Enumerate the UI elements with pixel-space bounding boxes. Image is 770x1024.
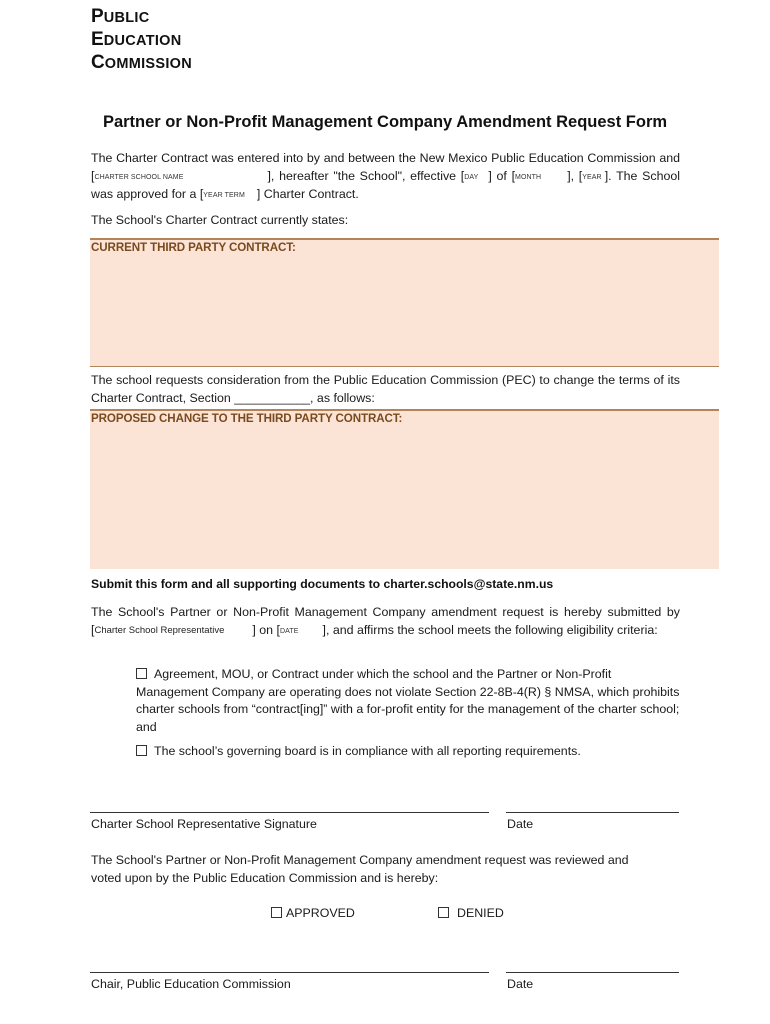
submission-date-field[interactable]: [DATE <box>276 622 299 637</box>
criterion-2-checkbox[interactable] <box>136 745 147 756</box>
representative-signature-line[interactable] <box>90 812 489 813</box>
year-field[interactable]: [YEAR <box>578 168 602 183</box>
representative-date-label: Date <box>507 817 534 831</box>
review-paragraph: The School's Partner or Non-Profit Management Company amendment request was reviewed and voted upon by the Public Education Commission and is hereby: <box>91 853 629 885</box>
criterion-2: The school’s governing board is in compliance with all reporting requirements. <box>136 743 681 761</box>
criterion-1-checkbox[interactable] <box>136 668 147 679</box>
current-contract-label: CURRENT THIRD PARTY CONTRACT: <box>91 241 296 254</box>
chair-date-label: Date <box>507 977 534 991</box>
chair-signature-label: Chair, Public Education Commission <box>91 977 291 991</box>
criterion-1: Agreement, MOU, or Contract under which the school and the Partner or Non-Profit Management Company are operating does not violate Section 22-8B-4(R) § NMSA, which prohibits charter schools from “contract[ing]” with a for-profit entity for the management of the charter school; and <box>136 667 680 734</box>
day-field[interactable]: [DAY <box>460 168 479 183</box>
proposed-change-box[interactable] <box>90 409 719 569</box>
intro-paragraph: The Charter Contract was entered into by and between the New Mexico Public Education Commission and [CHARTER SCHOOL NAME ], hereafter "the School", effective [DAY ] of [MONTH ], [YEAR ]. The School was approved for a [YEAR TERM ] Charter Contract. <box>91 150 680 205</box>
logo-line-public: PUBLIC <box>91 6 150 27</box>
logo-line-commission: COMMISSION <box>91 52 193 73</box>
year-term-field[interactable]: [YEAR TERM <box>199 187 245 201</box>
approved-option[interactable]: APPROVED <box>271 906 355 920</box>
proposed-change-label: PROPOSED CHANGE TO THE THIRD PARTY CONTRACT: <box>91 412 403 425</box>
currently-states-text: The School's Charter Contract currently states: <box>91 213 349 227</box>
current-contract-box[interactable] <box>90 238 719 366</box>
denied-option[interactable]: DENIED <box>438 906 504 920</box>
submit-instructions: Submit this form and all supporting documents to charter.schools@state.nm.us <box>91 577 554 591</box>
current-box-bottom-rule <box>90 366 719 367</box>
school-name-field[interactable]: [CHARTER SCHOOL NAME <box>91 168 184 183</box>
logo-line-education: EDUCATION <box>91 29 182 50</box>
pec-logo <box>91 6 192 75</box>
form-title: Partner or Non-Profit Management Company Amendment Request Form <box>102 113 668 131</box>
chair-signature-line[interactable] <box>90 972 489 973</box>
approved-checkbox[interactable] <box>271 907 282 918</box>
representative-date-line[interactable] <box>506 812 679 813</box>
month-field[interactable]: [MONTH <box>511 168 542 183</box>
submission-paragraph: The School's Partner or Non-Profit Management Company amendment request is hereby submitted by [Charter School Representative ] on [DATE ], and affirms the school meets the following eligibility criteria: <box>91 604 680 640</box>
chair-date-line[interactable] <box>506 972 679 973</box>
representative-field[interactable]: [Charter School Representative <box>91 622 225 637</box>
denied-checkbox[interactable] <box>438 907 449 918</box>
representative-signature-label: Charter School Representative Signature <box>91 817 317 831</box>
request-paragraph: The school requests consideration from the Public Education Commission (PEC) to change the terms of its Charter Contract, Section ___________, as follows: <box>91 373 680 405</box>
